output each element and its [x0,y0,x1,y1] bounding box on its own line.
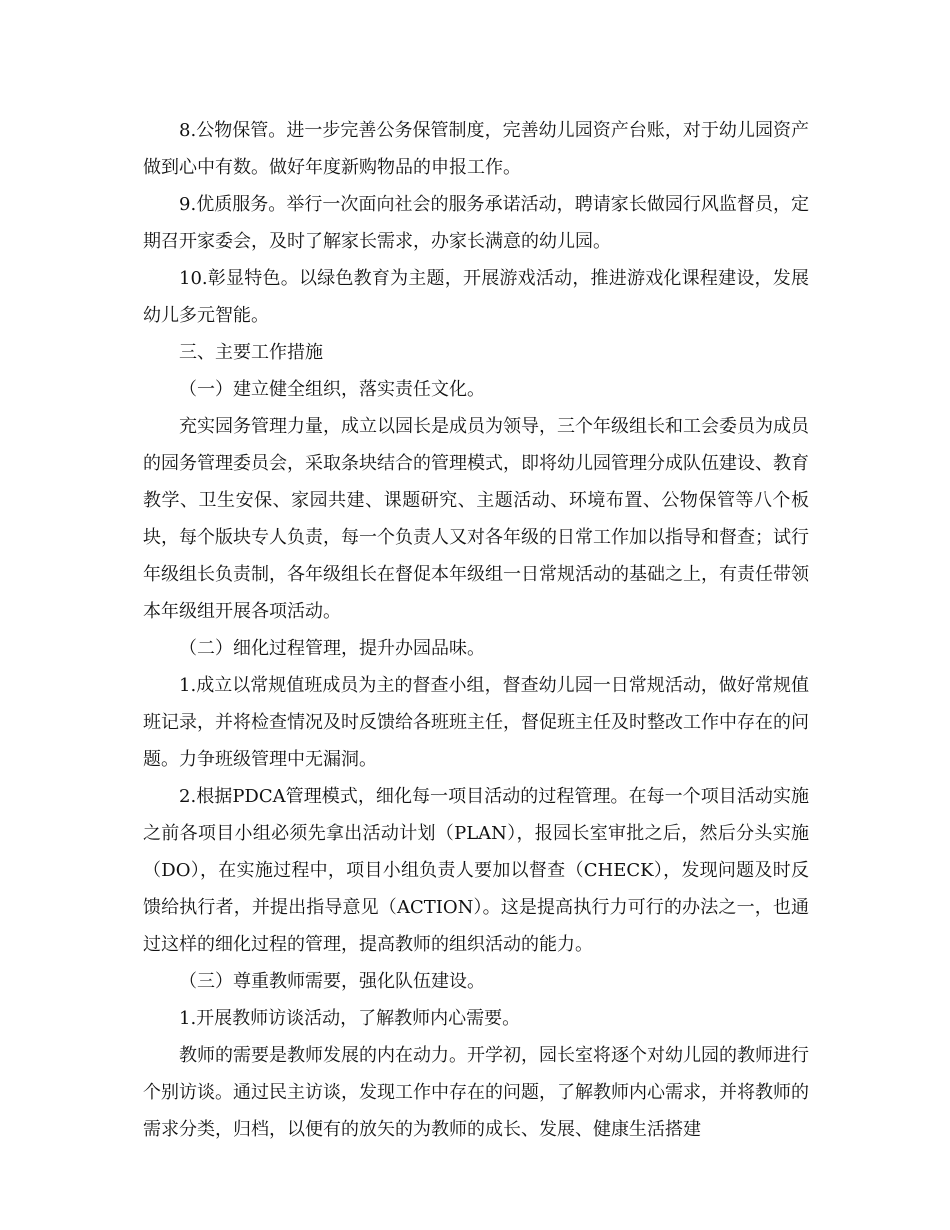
paragraph-inspection-group: 1.成立以常规值班成员为主的督查小组，督查幼儿园一日常规活动，做好常规值班记录，并将检查情况及时反馈给各班班主任，督促班主任及时整改工作中存在的问题。力争班级管理中无漏洞。 [143,675,809,770]
section-heading-main-measures: 三、主要工作措施 [179,342,323,363]
paragraph-pdca: 2.根据PDCA管理模式，细化每一项目活动的过程管理。在每一个项目活动实施之前各项目小组必须先拿出活动计划（PLAN），报园长室审批之后，然后分头实施（DO），在实施过程中，项目小组负责人要加以督查（CHECK），发现问题及时反馈给执行者，并提出指导意见（ACTION）。这是提高执行力可行的办法之一，也通过这样的细化过程的管理，提高教师的组织活动的能力。 [143,786,809,955]
paragraph-item-9: 9.优质服务。举行一次面向社会的服务承诺活动，聘请家长做园行风监督员，定期召开家委会，及时了解家长需求，办家长满意的幼儿园。 [143,194,809,252]
subsection-heading-2: （二）细化过程管理，提升办园品味。 [179,638,485,659]
paragraph-item-10: 10.彰显特色。以绿色教育为主题，开展游戏活动，推进游戏化课程建设，发展幼儿多元智能。 [143,268,809,326]
paragraph-teacher-interview-heading: 1.开展教师访谈活动，了解教师内心需要。 [179,1008,521,1029]
paragraph-item-8: 8.公物保管。进一步完善公务保管制度，完善幼儿园资产台账，对于幼儿园资产做到心中有数。做好年度新购物品的申报工作。 [143,120,809,178]
subsection-heading-1: （一）建立健全组织，落实责任文化。 [179,379,485,400]
document-body [143,112,809,1148]
paragraph-teacher-needs: 教师的需要是教师发展的内在动力。开学初，园长室将逐个对幼儿园的教师进行个别访谈。通过民主访谈，发现工作中存在的问题，了解教师内心需求，并将教师的需求分类，归档，以便有的放矢的为教师的成长、发展、健康生活搭建 [143,1045,809,1140]
paragraph-organization: 充实园务管理力量，成立以园长是成员为领导，三个年级组长和工会委员为成员的园务管理委员会，采取条块结合的管理模式，即将幼儿园管理分成队伍建设、教育教学、卫生安保、家园共建、课题研究、主题活动、环境布置、公物保管等八个板块，每个版块专人负责，每一个负责人又对各年级的日常工作加以指导和督查；试行年级组长负责制，各年级组长在督促本年级组一日常规活动的基础之上，有责任带领本年级组开展各项活动。 [143,416,809,622]
subsection-heading-3: （三）尊重教师需要，强化队伍建设。 [179,971,485,992]
